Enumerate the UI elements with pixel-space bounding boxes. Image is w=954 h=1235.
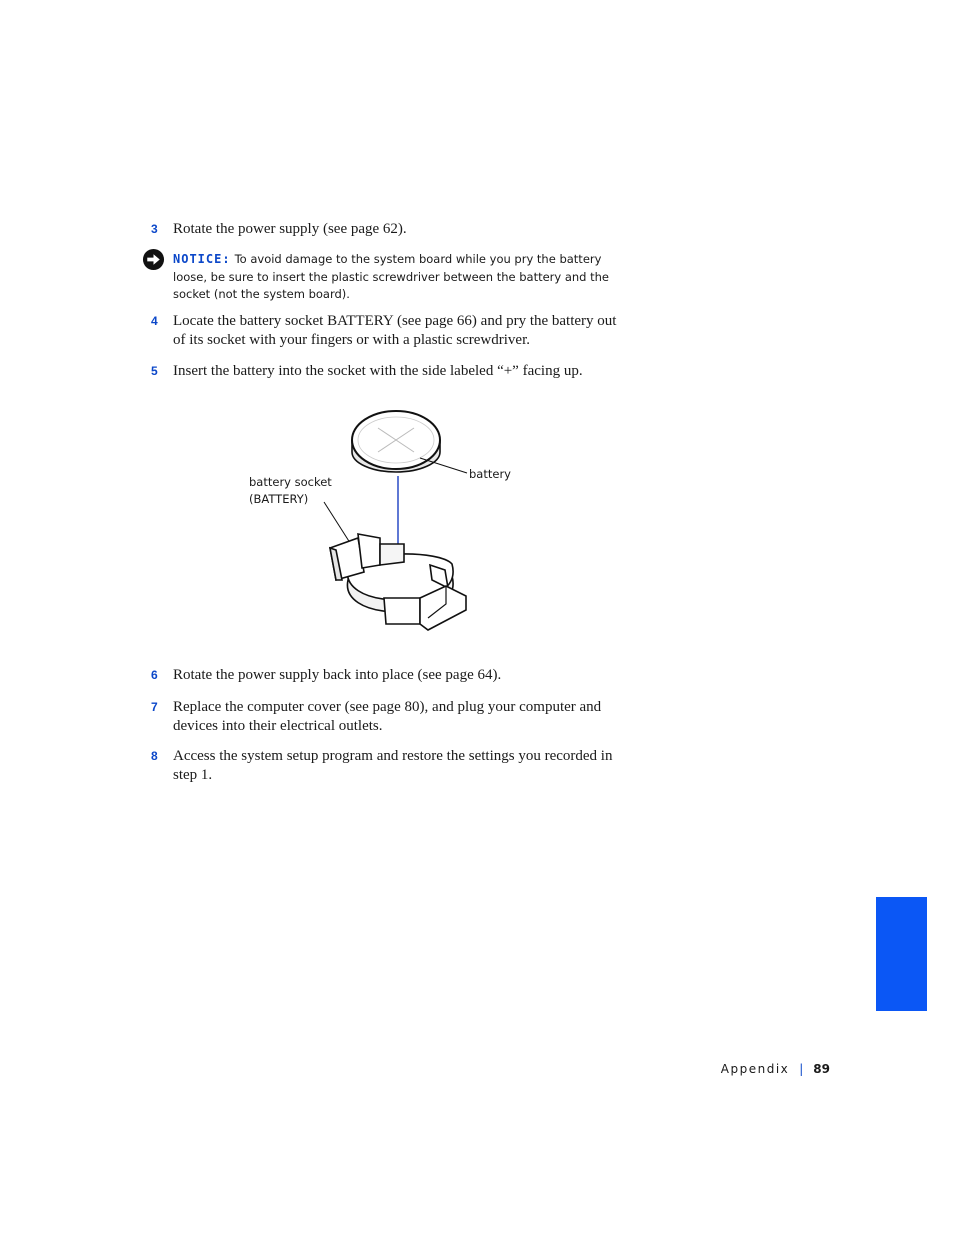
step-7 xyxy=(151,698,631,736)
step-number: 5 xyxy=(151,364,158,378)
step-number: 8 xyxy=(151,749,158,763)
step-number: 4 xyxy=(151,314,158,328)
step-number: 3 xyxy=(151,222,158,236)
footer-section: Appendix xyxy=(720,1062,790,1076)
callout-socket-line1: battery socket xyxy=(249,475,332,489)
step-5 xyxy=(151,362,631,381)
notice-body: To avoid damage to the system board while you pry the battery loose, be sure to insert the plastic screwdriver between the battery and the socket (not the system board). xyxy=(173,252,610,301)
callout-battery: battery xyxy=(469,467,511,481)
step-number: 6 xyxy=(151,668,158,682)
step-text: Insert the battery into the socket with the side labeled “+” facing up. xyxy=(173,363,583,379)
page-number: 89 xyxy=(813,1062,830,1076)
battery-socket-figure xyxy=(240,400,530,640)
callout-socket-line2: (BATTERY) xyxy=(249,492,309,506)
section-thumb-tab xyxy=(876,897,927,1011)
page-footer xyxy=(700,1062,830,1076)
battery-drawing xyxy=(352,411,440,472)
footer-separator: | xyxy=(799,1062,804,1076)
step-number: 7 xyxy=(151,700,158,714)
callout-socket xyxy=(249,474,332,508)
step-4 xyxy=(151,312,631,350)
battery-illustration xyxy=(240,400,530,640)
notice-label: NOTICE: xyxy=(173,252,231,266)
notice-arrow-icon xyxy=(142,248,165,271)
step-8 xyxy=(151,747,631,785)
socket-drawing xyxy=(330,534,466,630)
step-text: Replace the computer cover (see page 80), and plug your computer and devices into their electrical outlets. xyxy=(173,699,602,734)
step-text: Access the system setup program and restore the settings you recorded in step 1. xyxy=(173,748,613,783)
step-3 xyxy=(151,220,631,239)
step-6 xyxy=(151,666,631,685)
notice-text xyxy=(173,251,613,304)
step-text: Rotate the power supply back into place (see page 64). xyxy=(173,667,502,683)
step-text: Rotate the power supply (see page 62). xyxy=(173,221,407,237)
step-text: Locate the battery socket BATTERY (see page 66) and pry the battery out of its socket with your fingers or with a plastic screwdriver. xyxy=(173,313,617,348)
